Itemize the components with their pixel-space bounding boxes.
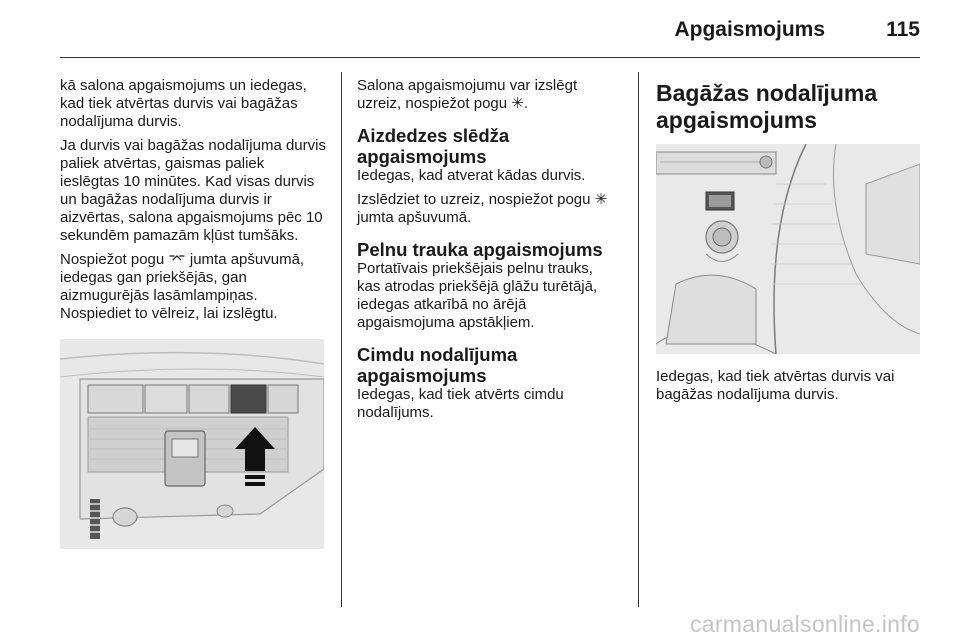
header-rule — [60, 57, 920, 58]
paragraph: Salona apgaismojumu var izslēgt uzreiz, nospiežot pogu ✳. — [357, 77, 578, 112]
paragraph: Iedegas, kad tiek atvērts cimdu nodalījums. — [357, 386, 564, 421]
paragraph: Izslēdziet to uzreiz, nospiežot pogu ✳ jumta apšuvumā. — [357, 191, 608, 226]
column-divider-2 — [638, 72, 639, 607]
roof-light-illustration — [60, 339, 324, 549]
paragraph: Iedegas, kad atverat kādas durvis. — [357, 167, 586, 184]
paragraph: Nospiežot pogu ⌤ jumta apšuvumā, iedegas gan priekšējās, gan aizmugurējās lasāmlampiņas. Nospiediet to vēlreiz, lai izslēgtu. — [60, 251, 305, 322]
column-3 — [656, 77, 921, 410]
page-title: Apgaismojums — [674, 18, 825, 41]
section-heading: Bagāžas nodalījuma apgaismojums — [656, 80, 878, 133]
section-heading: Cimdu nodalījuma apgaismojums — [357, 344, 518, 386]
paragraph: Iedegas, kad tiek atvērtas durvis vai bagāžas nodalījuma durvis. — [656, 368, 895, 403]
page-header — [60, 16, 920, 46]
section-heading: Pelnu trauka apgaismojums — [357, 239, 603, 260]
paragraph: Ja durvis vai bagāžas nodalījuma durvis paliek atvērtas, gaismas paliek ieslēgtas 10 minūtes. Kad visas durvis un bagāžas nodalījuma durvis ir aizvērtas, salona apgaismojums pēc 10 sekundēm pamazām kļūst tumšāks. — [60, 137, 326, 244]
column-divider-1 — [341, 72, 342, 607]
column-2 — [357, 77, 619, 428]
section-heading: Aizdedzes slēdža apgaismojums — [357, 125, 510, 167]
page-number: 115 — [886, 18, 920, 41]
watermark: carmanualsonline.info — [689, 611, 920, 637]
luggage-light-illustration — [656, 144, 920, 354]
paragraph: kā salona apgaismojums un iedegas, kad tiek atvērtas durvis vai bagāžas nodalījuma durvis. — [60, 77, 307, 130]
column-1 — [60, 77, 326, 549]
paragraph: Portatīvais priekšējais pelnu trauks, kas atrodas priekšējā glāžu turētājā, iedegas atkarībā no ārējā apgaismojuma apstākļiem. — [357, 260, 598, 331]
